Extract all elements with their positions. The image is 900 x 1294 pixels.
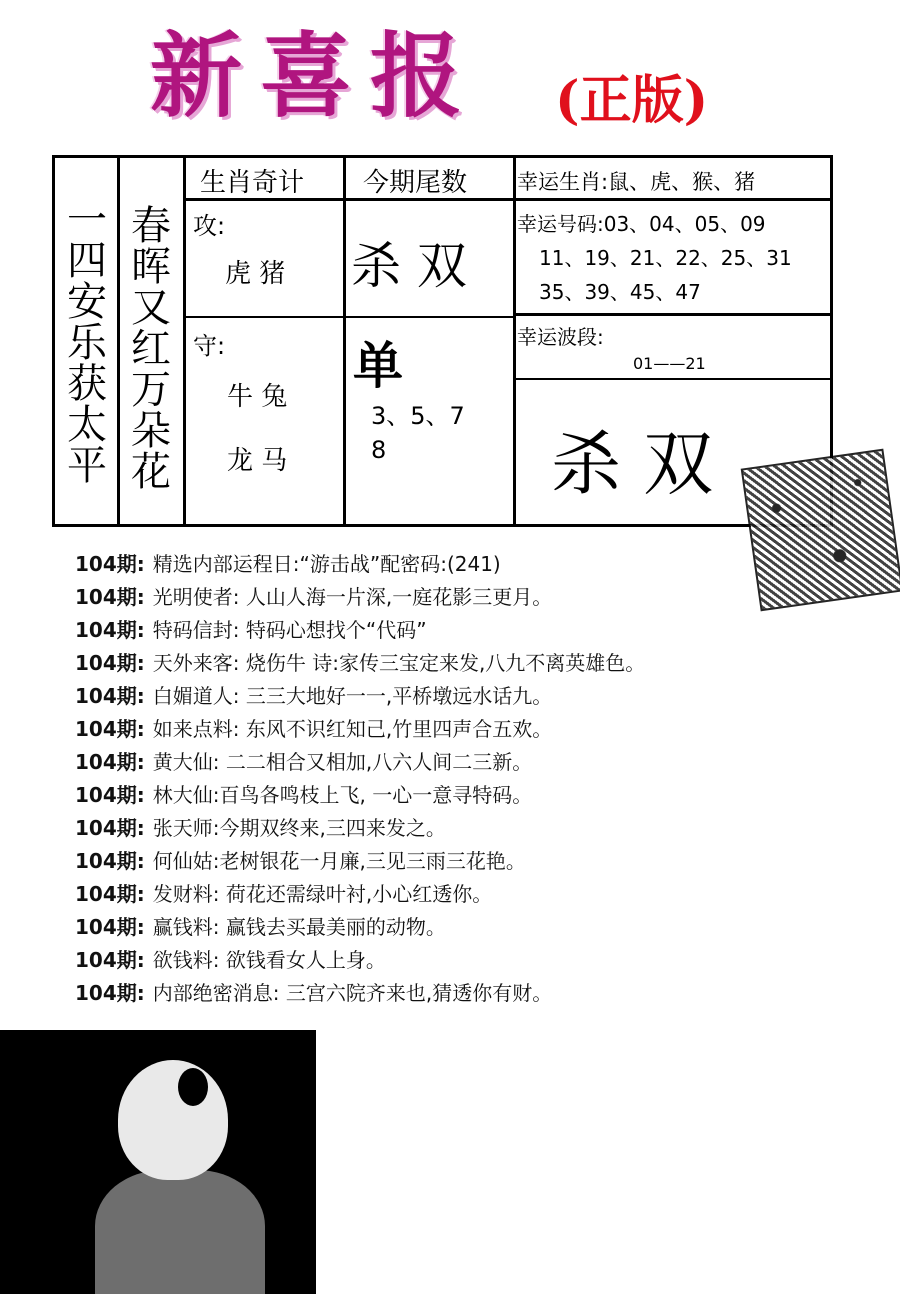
defend-row-1: 牛 兔 (227, 382, 288, 412)
panda-body (95, 1170, 265, 1294)
list-item: 104期: 内部绝密消息: 三宫六院齐来也,猜透你有财。 (75, 981, 553, 1005)
divider (183, 158, 186, 524)
single-numbers-1: 3、5、7 (371, 402, 465, 430)
zodiac-header: 生肖奇计 (200, 168, 305, 198)
defend-row-2: 龙 马 (227, 446, 288, 476)
divider (513, 378, 833, 380)
seal-stamp (741, 449, 900, 612)
attack-value: 虎 猪 (225, 259, 286, 289)
lucky-wave-range: 01——21 (633, 354, 706, 373)
single-label: 单 (353, 336, 403, 395)
slogan-column-2: 春晖又红万朵花 (131, 203, 171, 495)
lucky-numbers-row-2: 11、19、21、22、25、31 (539, 246, 792, 270)
list-item: 104期: 特码信封: 特码心想找个“代码” (75, 618, 427, 642)
list-item: 104期: 如来点料: 东风不识红知己,竹里四声合五欢。 (75, 717, 553, 741)
info-board (52, 155, 833, 527)
defend-label: 守: (193, 332, 226, 360)
panda-ear (178, 1068, 208, 1106)
list-item: 104期: 发财料: 荷花还需绿叶衬,小心红透你。 (75, 882, 493, 906)
divider (513, 158, 516, 524)
list-item: 104期: 精选内部运程日:“游击战”配密码:(241) (75, 552, 501, 576)
panda-photo (0, 1030, 316, 1294)
kill-double-1: 杀 双 (351, 237, 467, 295)
page-title: 新喜报 (150, 22, 481, 130)
divider (343, 158, 346, 524)
divider (117, 158, 120, 524)
lucky-numbers-row-1: 幸运号码:03、04、05、09 (517, 212, 766, 236)
slogan-column-1: 一四安乐获太平 (67, 197, 107, 489)
kill-double-2: 杀 双 (551, 423, 714, 505)
list-item: 104期: 白媚道人: 三三大地好一一,平桥墩远水话九。 (75, 684, 553, 708)
lucky-numbers-row-3: 35、39、45、47 (539, 280, 701, 304)
list-item: 104期: 张天师:今期双终来,三四来发之。 (75, 816, 446, 840)
list-item: 104期: 林大仙:百鸟各鸣枝上飞, 一心一意寻特码。 (75, 783, 533, 807)
lucky-wave-label: 幸运波段: (517, 325, 604, 349)
list-item: 104期: 欲钱料: 欲钱看女人上身。 (75, 948, 386, 972)
list-item: 104期: 光明使者: 人山人海一片深,一庭花影三更月。 (75, 585, 553, 609)
list-item: 104期: 天外来客: 烧伤牛 诗:家传三宝定来发,八九不离英雄色。 (75, 651, 646, 675)
single-numbers-2: 8 (371, 436, 387, 464)
list-item: 104期: 赢钱料: 赢钱去买最美丽的动物。 (75, 915, 446, 939)
divider (513, 313, 833, 316)
attack-label: 攻: (193, 212, 226, 240)
divider (183, 316, 516, 318)
panda-head (118, 1060, 228, 1180)
tail-header: 今期尾数 (363, 168, 468, 198)
prediction-list (75, 548, 645, 1010)
list-item: 104期: 黄大仙: 二二相合又相加,八六人间二三新。 (75, 750, 533, 774)
edition-label: (正版) (555, 70, 709, 131)
list-item: 104期: 何仙姑:老树银花一月廉,三见三雨三花艳。 (75, 849, 526, 873)
lucky-zodiac: 幸运生肖:鼠、虎、猴、猪 (517, 170, 756, 194)
